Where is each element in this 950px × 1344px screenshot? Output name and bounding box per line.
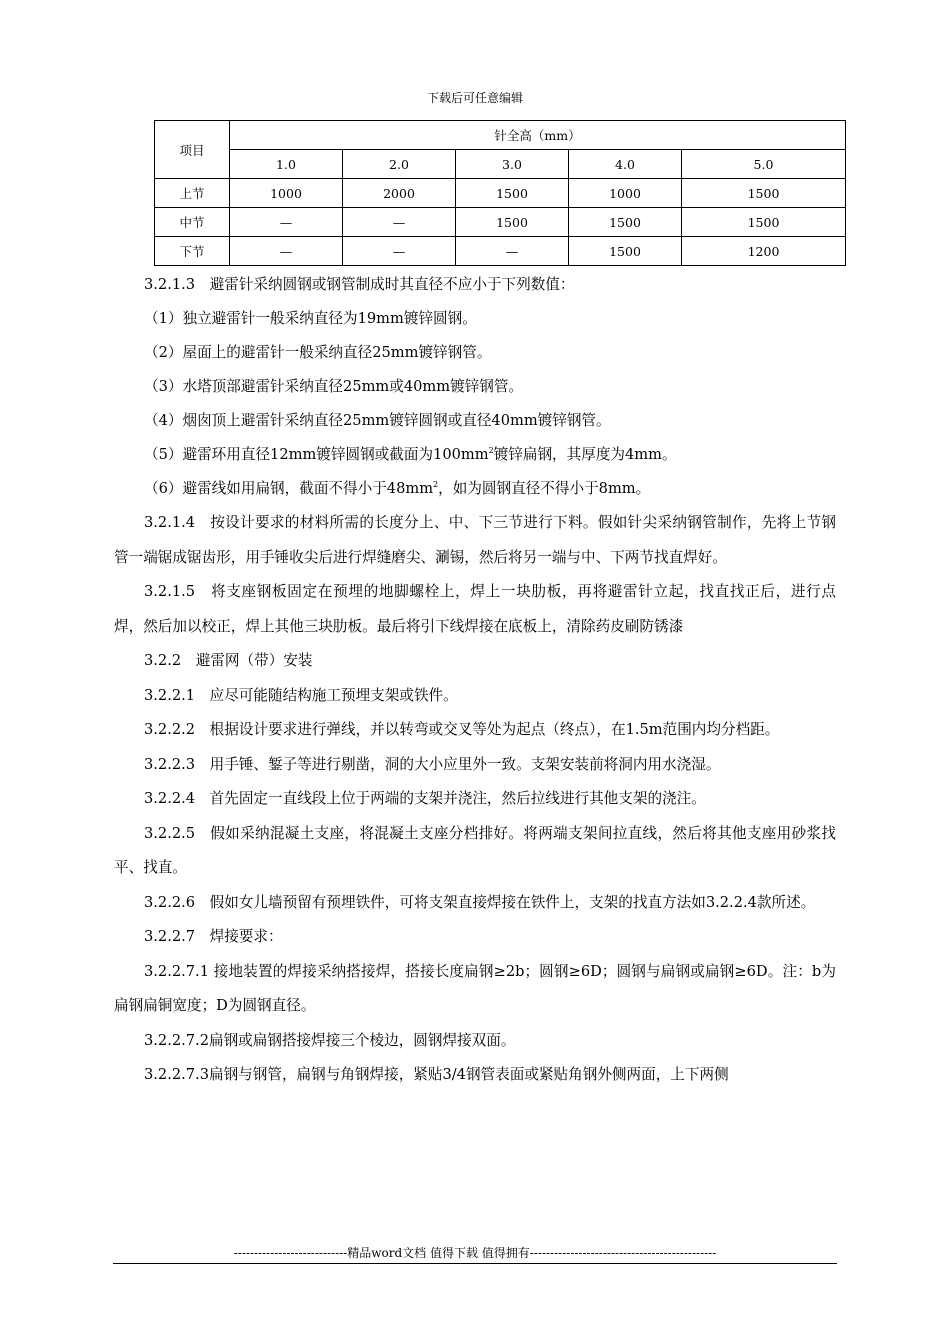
table-row-label: 下节 bbox=[155, 237, 230, 266]
paragraph: 3.2.2.7.3扁钢与钢管，扁钢与角钢焊接，紧贴3/4钢管表面或紧贴角钢外侧两面，上下两侧 bbox=[144, 1066, 729, 1083]
table-cell: 1500 bbox=[682, 208, 846, 237]
table-height-cell: 3.0 bbox=[456, 150, 569, 179]
text-run: （6）避雷线如用扁钢，截面不得小于48mm bbox=[144, 480, 434, 497]
paragraph: 3.2.2.4 首先固定一直线段上位于两端的支架并浇注，然后拉线进行其他支架的浇注。 bbox=[144, 790, 706, 807]
section-heading: 3.2.2 避雷网（带）安装 bbox=[144, 652, 313, 669]
page-footer: ----------------------------精品word文档 值得下载 值得拥有---------------------------------------------- bbox=[233, 1246, 717, 1260]
table-height-cell: 2.0 bbox=[343, 150, 456, 179]
paragraph: 3.2.2.7.2扁钢或扁钢搭接焊接三个棱边，圆钢焊接双面。 bbox=[144, 1031, 516, 1049]
list-item bbox=[114, 438, 836, 472]
table-cell: — bbox=[230, 208, 343, 237]
table-cell: — bbox=[456, 237, 569, 266]
paragraph: 3.2.2.5 假如采纳混凝土支座，将混凝土支座分档排好。将两端支架间拉直线，然后将其他支座用砂浆找平、找直。 bbox=[114, 824, 836, 876]
superscript: 2 bbox=[433, 480, 439, 490]
table-cell: 1500 bbox=[456, 179, 569, 208]
table-cell: 1500 bbox=[456, 208, 569, 237]
table-cell: 1000 bbox=[230, 179, 343, 208]
list-item bbox=[114, 472, 836, 506]
table-row-label: 上节 bbox=[155, 179, 230, 208]
paragraph: 3.2.2.1 应尽可能随结构施工预埋支架或铁件。 bbox=[144, 686, 458, 704]
table-height-cell: 4.0 bbox=[569, 150, 682, 179]
table-cell: 2000 bbox=[343, 179, 456, 208]
page-header: 下载后可任意编辑 bbox=[426, 91, 523, 105]
table-cell: — bbox=[230, 237, 343, 266]
table-cell: 1200 bbox=[682, 237, 846, 266]
text-run: 镀锌扁钢，其厚度为4mm。 bbox=[493, 446, 677, 463]
footer-divider bbox=[113, 1263, 837, 1264]
table-cell: 1000 bbox=[569, 179, 682, 208]
table-cell: 1500 bbox=[569, 208, 682, 237]
table-height-cell: 1.0 bbox=[230, 150, 343, 179]
table-row-label: 中节 bbox=[155, 208, 230, 237]
paragraph: 3.2.2.3 用手锤、錾子等进行剔凿，洞的大小应里外一致。支架安装前将洞内用水浇湿。 bbox=[144, 755, 721, 773]
paragraph: 3.2.2.2 根据设计要求进行弹线，并以转弯或交叉等处为起点（终点），在1.5m范围内均分档距。 bbox=[144, 721, 780, 738]
table-row bbox=[155, 179, 846, 208]
text-run: （5）避雷环用直径12mm镀锌圆钢或截面为100mm bbox=[144, 446, 489, 463]
list-item: （1）独立避雷针一般采纳直径为19mm镀锌圆钢。 bbox=[144, 310, 477, 327]
superscript: 2 bbox=[488, 446, 494, 456]
needle-height-table bbox=[154, 120, 846, 266]
paragraph: 3.2.1.5 将支座钢板固定在预埋的地脚螺栓上，焊上一块肋板，再将避雷针立起，找直找正后，进行点焊，然后加以校正，焊上其他三块肋板。最后将引下线焊接在底板上，清除药皮刷防锈漆 bbox=[114, 583, 836, 635]
table-group-header: 针全高（mm） bbox=[230, 121, 846, 150]
table-cell: — bbox=[343, 208, 456, 237]
table-row bbox=[155, 237, 846, 266]
document-body bbox=[114, 268, 836, 1093]
paragraph: 3.2.2.7.1 接地装置的焊接采纳搭接焊，搭接长度扁钢≥2b；圆钢≥6D；圆钢与扁钢或扁钢≥6D。注：b为扁钢扁铜宽度；D为圆钢直径。 bbox=[114, 962, 836, 1014]
table-cell: 1500 bbox=[569, 237, 682, 266]
table-item-header: 项目 bbox=[155, 121, 230, 179]
list-item: （3）水塔顶部避雷针采纳直径25mm或40mm镀锌钢管。 bbox=[144, 378, 524, 395]
paragraph: 3.2.1.3 避雷针采纳圆钢或钢管制成时其直径不应小于下列数值： bbox=[144, 276, 575, 293]
table-row bbox=[155, 208, 846, 237]
table-cell: — bbox=[343, 237, 456, 266]
table-cell: 1500 bbox=[682, 179, 846, 208]
table-header-row bbox=[155, 150, 846, 179]
text-run: ，如为圆钢直径不得小于8mm。 bbox=[438, 480, 651, 497]
list-item: （2）屋面上的避雷针一般采纳直径25mm镀锌钢管。 bbox=[144, 344, 492, 361]
table-height-cell: 5.0 bbox=[682, 150, 846, 179]
paragraph: 3.2.1.4 按设计要求的材料所需的长度分上、中、下三节进行下料。假如针尖采纳钢管制作，先将上节钢管一端锯成锯齿形，用手锤收尖后进行焊缝磨尖、涮锡，然后将另一端与中、下两节找直焊好。 bbox=[114, 514, 836, 566]
list-item: （4）烟囱顶上避雷针采纳直径25mm镀锌圆钢或直径40mm镀锌钢管。 bbox=[144, 412, 611, 429]
paragraph: 3.2.2.6 假如女儿墙预留有预埋铁件，可将支架直接焊接在铁件上，支架的找直方法如3.2.2.4款所述。 bbox=[144, 893, 816, 911]
paragraph: 3.2.2.7 焊接要求： bbox=[144, 928, 283, 945]
